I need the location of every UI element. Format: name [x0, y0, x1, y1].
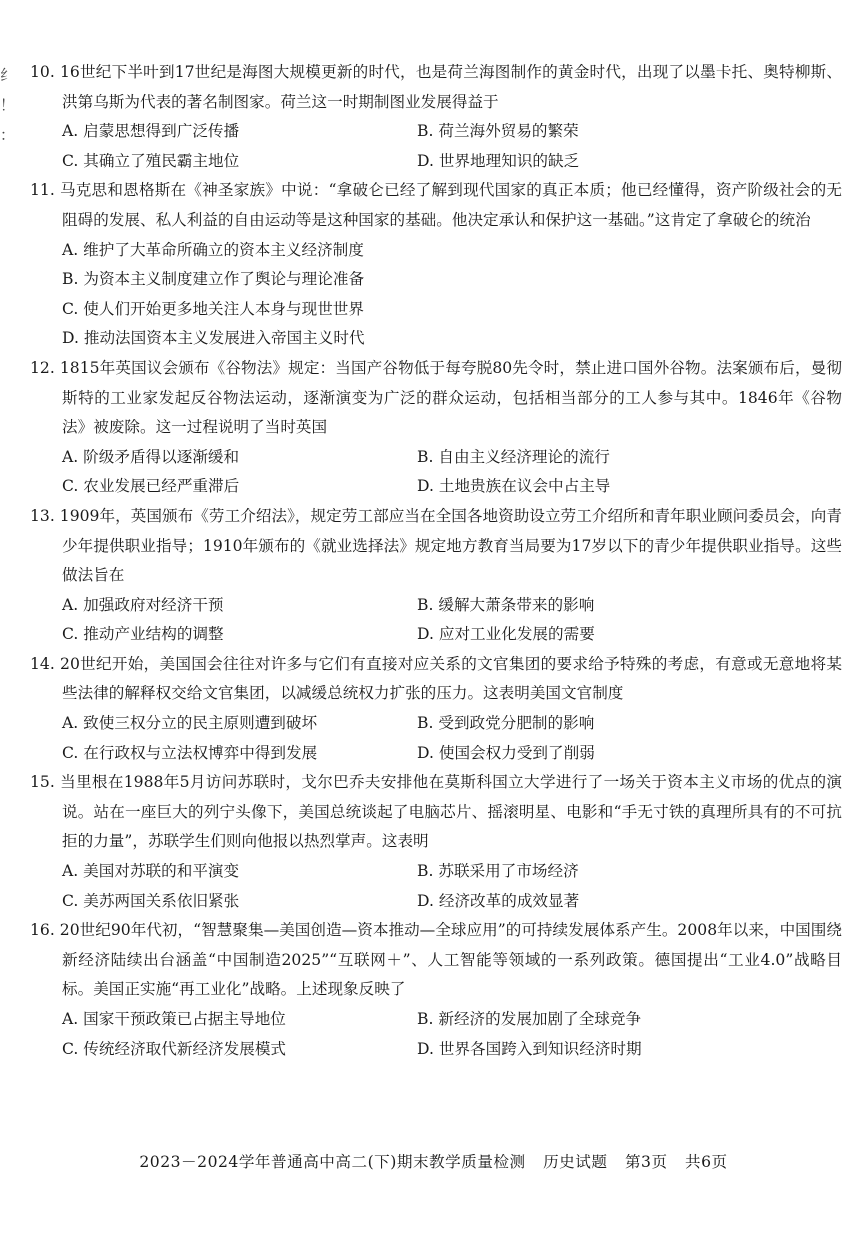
- margin-mark: 纟: [0, 66, 16, 84]
- subject-name: 历史试题: [543, 1153, 608, 1171]
- question-stem: 15. 当里根在1988年5月访问苏联时，戈尔巴乔夫安排他在莫斯科国立大学进行了一场关于资本主义市场的优点的演说。站在一座巨大的列宁头像下，美国总统谈起了电脑芯片、摇滚明星、电影和“手无寸铁的真理所具有的不可抗拒的力量”，苏联学生们则向他报以热烈掌声。这表明: [30, 773, 842, 851]
- option-a: A. 美国对苏联的和平演变: [62, 862, 240, 881]
- option-b: B. 受到政党分肥制的影响: [417, 714, 595, 733]
- option-a: A. 维护了大革命所确立的资本主义经济制度: [62, 240, 364, 259]
- option-b: B. 缓解大萧条带来的影响: [417, 595, 595, 614]
- option-a: A. 阶级矛盾得以逐渐缓和: [62, 447, 240, 466]
- option-c: C. 传统经济取代新经济发展模式: [62, 1039, 287, 1058]
- page-total: 共6页: [685, 1153, 728, 1171]
- option-row: [30, 1005, 842, 1035]
- option-c: C. 其确立了殖民霸主地位: [62, 151, 240, 170]
- option-c: C. 美苏两国关系依旧紧张: [62, 891, 240, 910]
- option-d: D. 经济改革的成效显著: [417, 891, 580, 910]
- exam-title: 2023－2024学年普通高中高二(下)期末教学质量检测: [139, 1153, 526, 1171]
- option-d: D. 世界各国跨入到知识经济时期: [417, 1039, 642, 1058]
- option-b: B. 自由主义经济理论的流行: [417, 447, 610, 466]
- option-c: C. 农业发展已经严重滞后: [62, 477, 240, 496]
- option-c: C. 在行政权与立法权博弈中得到发展: [62, 743, 318, 762]
- option-row: [30, 591, 842, 621]
- option-b: B. 为资本主义制度建立作了舆论与理论准备: [62, 270, 365, 289]
- option-row: [30, 472, 842, 502]
- option-d: D. 推动法国资本主义发展进入帝国主义时代: [62, 329, 365, 348]
- question-12: [30, 354, 842, 502]
- question-stem: 14. 20世纪开始，美国国会往往对许多与它们有直接对应关系的文官集团的要求给予特殊的考虑，有意或无意地将某些法律的解释权交给文官集团，以减缓总统权力扩张的压力。这表明美国文官制度: [30, 654, 842, 703]
- question-10: [30, 58, 842, 176]
- option-a: A. 致使三权分立的民主原则遭到破坏: [62, 714, 318, 733]
- option-c: C. 推动产业结构的调整: [62, 625, 224, 644]
- question-11: [30, 176, 842, 354]
- option-b: B. 荷兰海外贸易的繁荣: [417, 122, 579, 141]
- option-c: C. 使人们开始更多地关注人本身与现世世界: [62, 299, 364, 318]
- option-d: D. 应对工业化发展的需要: [417, 625, 595, 644]
- option-row: [30, 117, 842, 147]
- question-stem: 11. 马克思和恩格斯在《神圣家族》中说：“拿破仑已经了解到现代国家的真正本质；他已经懂得，资产阶级社会的无阻碍的发展、私人利益的自由运动等是这种国家的基础。他决定承认和保护这一基础。”这肯定了拿破仑的统治: [30, 181, 842, 229]
- question-15: [30, 768, 842, 916]
- option-a: A. 启蒙思想得到广泛传播: [62, 122, 240, 141]
- page-footer: [0, 1150, 867, 1172]
- page-number: 第3页: [624, 1153, 668, 1171]
- option-row: [30, 620, 842, 650]
- question-13: [30, 502, 842, 650]
- question-16: [30, 916, 842, 1064]
- option-d: D. 世界地理知识的缺乏: [417, 151, 580, 170]
- margin-mark: ！: [0, 96, 16, 114]
- question-stem: 13. 1909年，英国颁布《劳工介绍法》，规定劳工部应当在全国各地资助设立劳工介绍所和青年职业顾问委员会，向青少年提供职业指导；1910年颁布的《就业选择法》规定地方教育当局要为17岁以下的青少年提供职业指导。这些做法旨在: [30, 506, 842, 585]
- option-a: A. 加强政府对经济干预: [62, 595, 224, 614]
- option-row: [30, 887, 842, 917]
- binding-margin-marks: [0, 60, 14, 150]
- question-14: [30, 650, 842, 768]
- option-d: D. 土地贵族在议会中占主导: [417, 477, 611, 496]
- option-d: D. 使国会权力受到了削弱: [417, 743, 595, 762]
- option-row: [30, 147, 842, 177]
- option-row: [30, 1035, 842, 1065]
- option-row: [30, 443, 842, 473]
- option-b: B. 新经济的发展加剧了全球竞争: [417, 1010, 642, 1028]
- option-row: [30, 857, 842, 887]
- option-a: A. 国家干预政策已占据主导地位: [62, 1010, 286, 1028]
- question-list: [30, 58, 842, 1064]
- question-stem: 10. 16世纪下半叶到17世纪是海图大规模更新的时代，也是荷兰海图制作的黄金时代，出现了以墨卡托、奥特柳斯、洪第乌斯为代表的著名制图家。荷兰这一时期制图业发展得益于: [30, 63, 842, 111]
- question-stem: 16. 20世纪90年代初，“智慧聚集—美国创造—资本推动—全球应用”的可持续发展体系产生。2008年以来，中国围绕新经济陆续出台涵盖“中国制造2025”“互联网＋”、人工智能等领域的一系列政策。德国提出“工业4.0”战略目标。美国正实施“再工业化”战略。上述现象反映了: [30, 921, 842, 999]
- margin-mark: ：: [0, 126, 16, 144]
- question-stem: 12. 1815年英国议会颁布《谷物法》规定：当国产谷物低于每夸脱80先令时，禁止进口国外谷物。法案颁布后，曼彻斯特的工业家发起反谷物法运动，逐渐演变为广泛的群众运动，包括相当部分的工人参与其中。1846年《谷物法》被废除。这一过程说明了当时英国: [30, 358, 842, 437]
- option-b: B. 苏联采用了市场经济: [417, 862, 579, 881]
- option-row: [30, 709, 842, 739]
- option-row: [30, 739, 842, 769]
